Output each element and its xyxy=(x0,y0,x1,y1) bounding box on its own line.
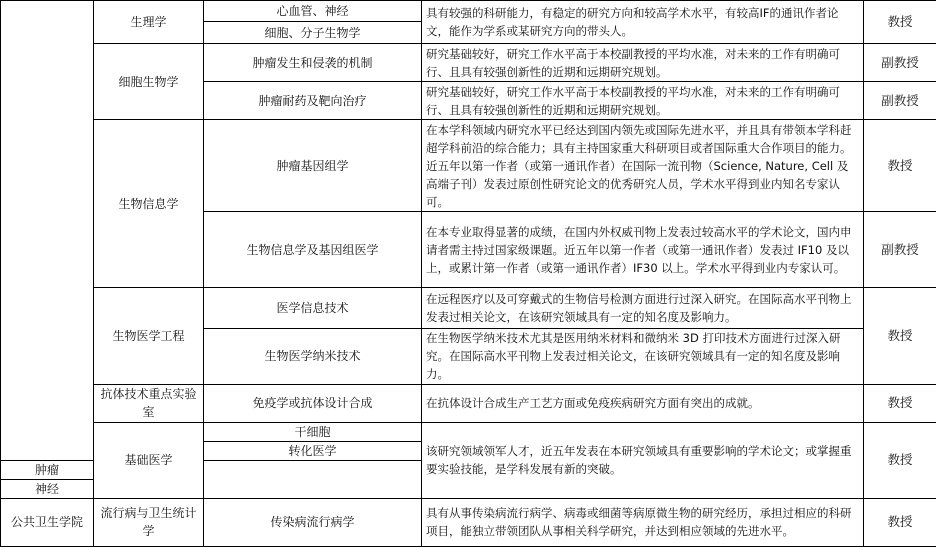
rank-cell: 教授 xyxy=(864,120,936,212)
direction-cell: 肿瘤 xyxy=(1,460,94,479)
requirement-cell: 在本专业取得显著的成绩，在国内外权威刊物上发表过较高水平的学术论文，国内申请者需主持过国家级课题。近五年以第一作者（或第一通讯作者）发表过 IF10 及以上，或累计第一作者（或第一通讯作者）IF30 以上。学术水平得到业内专家认可。 xyxy=(422,212,864,288)
requirement-cell: 具有从事传染病流行病学、病毒或细菌等病原微生物的研究经历，承担过相应的科研项目，能独立带领团队从事相关科学研究，并达到相应领域的先进水平。 xyxy=(422,498,864,546)
direction-cell: 干细胞 xyxy=(204,422,422,441)
discipline-cell: 细胞生物学 xyxy=(94,44,204,120)
table-row xyxy=(1,498,936,546)
rank-cell: 教授 xyxy=(864,384,936,422)
direction-cell: 肿瘤耐药及靶向治疗 xyxy=(204,82,422,120)
rank-cell: 教授 xyxy=(864,422,936,498)
direction-cell: 细胞、分子生物学 xyxy=(204,22,422,44)
direction-cell: 肿瘤基因组学 xyxy=(204,120,422,212)
rank-cell: 副教授 xyxy=(864,212,936,288)
table-row xyxy=(1,384,936,422)
school-cell: 公共卫生学院 xyxy=(1,498,94,546)
table-row xyxy=(1,1,936,22)
direction-cell: 医学信息技术 xyxy=(204,288,422,328)
discipline-cell: 生理学 xyxy=(94,1,204,44)
requirement-cell: 研究基础较好，研究工作水平高于本校副教授的平均水准，对未来的工作有明确可行、且具有较强创新性的近期和远期研究规划。 xyxy=(422,44,864,82)
table-row xyxy=(1,44,936,82)
requirement-cell: 具有较强的科研能力，有稳定的研究方向和较高学术水平，有较高IF的通讯作者论文，能作为学系或某研究方向的带头人。 xyxy=(422,1,864,44)
direction-cell: 肿瘤发生和侵袭的机制 xyxy=(204,44,422,82)
table-row xyxy=(1,422,936,441)
discipline-cell: 生物信息学 xyxy=(94,120,204,288)
direction-cell: 生物医学纳米技术 xyxy=(204,328,422,384)
discipline-cell: 生物医学工程 xyxy=(94,288,204,384)
requirement-cell: 在远程医疗以及可穿戴式的生物信号检测方面进行过深入研究。在国际高水平刊物上发表过相关论文，在该研究领域具有一定的知名度及影响力。 xyxy=(422,288,864,328)
direction-cell: 生物信息学及基因组医学 xyxy=(204,212,422,288)
rank-cell: 教授 xyxy=(864,288,936,384)
table-row xyxy=(1,120,936,212)
direction-cell: 转化医学 xyxy=(204,441,422,460)
rank-cell: 教授 xyxy=(864,498,936,546)
requirement-cell: 该研究领域领军人才，近五年发表在本研究领域具有重要影响的学术论文；或掌握重要实验技能，是学科发展有新的突破。 xyxy=(422,422,864,498)
direction-cell: 传染病流行病学 xyxy=(204,498,422,546)
requirement-cell: 在本学科领域内研究水平已经达到国内领先或国际先进水平，并且具有带领本学科赶超学科前沿的综合能力；具有主持国家重大科研项目或者国际重大合作项目的能力。近五年以第一作者（或第一通讯作者）在国际一流刊物（Science, Nature, Cell 及高端子刊）发表过原创性研究论文的优秀研究人员，学术水平得到业内知名专家认可。 xyxy=(422,120,864,212)
direction-cell: 神经 xyxy=(1,479,94,498)
school-cell-upper xyxy=(1,1,94,461)
rank-cell: 教授 xyxy=(864,1,936,44)
discipline-cell: 流行病与卫生统计学 xyxy=(94,498,204,546)
requirement-cell: 在生物医学纳米技术尤其是医用纳米材料和微纳米 3D 打印技术方面进行过深入研究。在国际高水平刊物上发表过相关论文，在该研究领域具有一定的知名度及影响力。 xyxy=(422,328,864,384)
rank-cell: 副教授 xyxy=(864,82,936,120)
discipline-cell: 基础医学 xyxy=(94,422,204,498)
requirement-cell: 在抗体设计合成生产工艺方面或免疫疾病研究方面有突出的成就。 xyxy=(422,384,864,422)
requirement-cell: 研究基础较好，研究工作水平高于本校副教授的平均水准，对未来的工作有明确可行、且具有较强创新性的近期和远期研究规划。 xyxy=(422,82,864,120)
discipline-cell: 抗体技术重点实验室 xyxy=(94,384,204,422)
table-row xyxy=(1,288,936,328)
direction-cell: 免疫学或抗体设计合成 xyxy=(204,384,422,422)
direction-cell: 心血管、神经 xyxy=(204,1,422,22)
rank-cell: 副教授 xyxy=(864,44,936,82)
